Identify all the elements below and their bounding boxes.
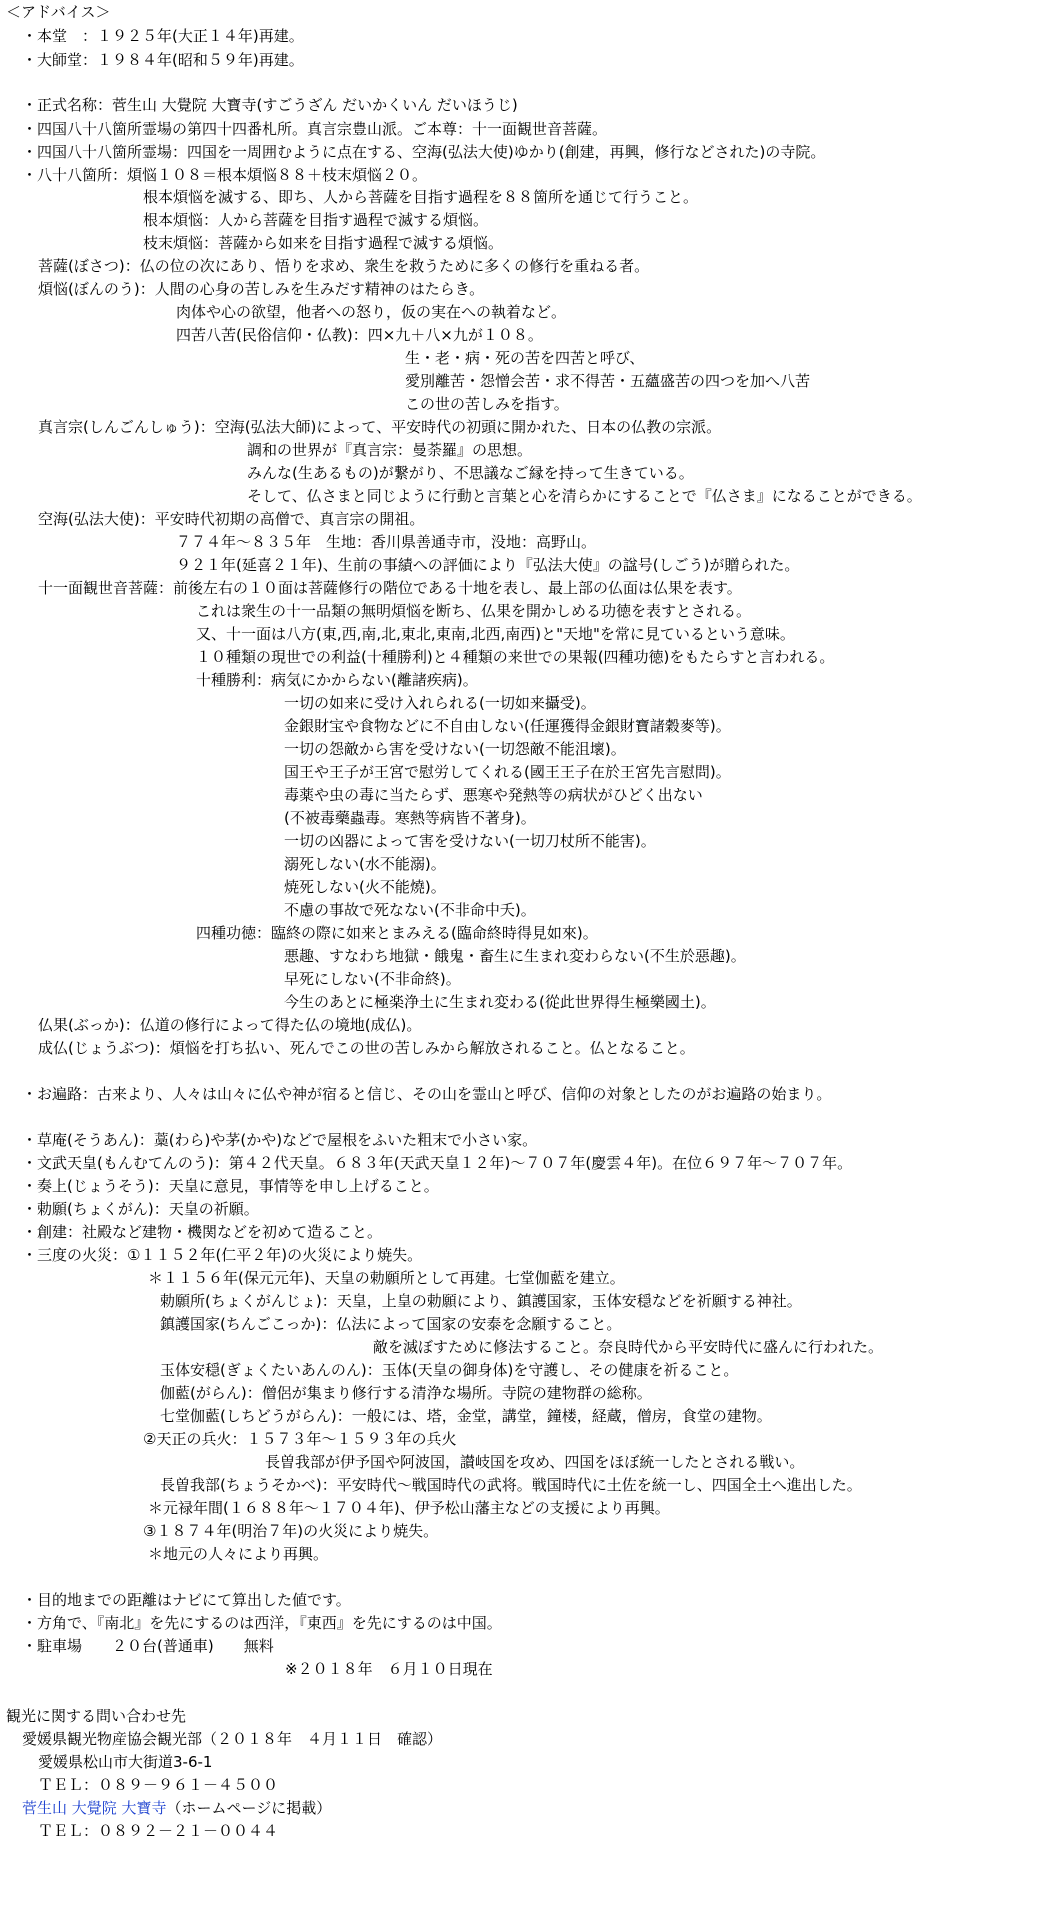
advice-line: 敵を滅ぼすために修法すること。奈良時代から平安時代に盛んに行われた。: [373, 1338, 884, 1356]
advice-line: ②天正の兵火：１５７３年～１５９３年の兵火: [143, 1430, 457, 1448]
advice-line: 長曽我部(ちょうそかべ)：平安時代～戦国時代の武将。戦国時代に土佐を統一し、四国全土へ進出した。: [160, 1476, 862, 1494]
contact-tel-tourism: ＴＥＬ：０８９－９６１－４５００: [38, 1776, 279, 1794]
advice-line: 肉体や心の欲望，他者への怒り，仮の実在への執着など。: [176, 303, 567, 321]
advice-line: ・目的地までの距離はナビにて算出した値です。: [22, 1591, 351, 1609]
advice-line: ・草庵(そうあん)：藁(わら)や茅(かや)などで屋根をふいた粗末で小さい家。: [22, 1131, 538, 1149]
advice-line: ・文武天皇(もんむてんのう)：第４２代天皇。６８３年(天武天皇１２年)～７０７年(慶雲４年)。在位６９７年～７０７年。: [22, 1154, 853, 1172]
advice-line: この世の苦しみを指す。: [405, 395, 569, 413]
advice-line: ・駐車場 ２０台(普通車) 無料: [22, 1637, 274, 1655]
advice-line: 七堂伽藍(しちどうがらん)：一般には、塔，金堂，講堂，鐘楼，経蔵，僧房，食堂の建物。: [160, 1407, 772, 1425]
advice-line: 一切の如来に受け入れられる(一切如来攝受)。: [284, 694, 596, 712]
advice-line: 愛別離苦・怨憎会苦・求不得苦・五蘊盛苦の四つを加へ八苦: [405, 372, 811, 390]
advice-line: １０種類の現世での利益(十種勝利)と４種類の来世での果報(四種功徳)をもたらすと言われる。: [196, 648, 835, 666]
advice-line: ＊元禄年間(１６８８年～１７０４年)、伊予松山藩主などの支援により再興。: [148, 1499, 670, 1517]
advice-line: 不慮の事故で死なない(不非命中夭)。: [284, 901, 536, 919]
advice-line: ・四国八十八箇所霊場の第四十四番札所。真言宗豊山派。ご本尊：十一面観世音菩薩。: [22, 120, 608, 138]
temple-homepage-link[interactable]: 菅生山 大覺院 大寶寺: [22, 1799, 167, 1817]
advice-line: 十種勝利：病気にかからない(離諸疾病)。: [196, 671, 478, 689]
advice-line: ・八十八箇所：煩悩１０８＝根本煩悩８８＋枝末煩悩２０。: [22, 166, 428, 184]
advice-line: 十一面観世音菩薩：前後左右の１０面は菩薩修行の階位である十地を表し、最上部の仏面は仏果を表す。: [38, 579, 742, 597]
advice-line: 長曽我部が伊予国や阿波国，讃岐国を攻め、四国をほぼ統一したとされる戦い。: [265, 1453, 805, 1471]
advice-line: 四種功徳：臨終の際に如来とまみえる(臨命終時得見如來)。: [196, 924, 598, 942]
advice-line: これは衆生の十一品類の無明煩悩を断ち、仏果を開かしめる功徳を表すとされる。: [196, 602, 752, 620]
advice-line: ・三度の火災：①１１５２年(仁平２年)の火災により焼失。: [22, 1246, 423, 1264]
advice-line: 空海(弘法大使)：平安時代初期の高僧で、真言宗の開祖。: [38, 510, 425, 528]
advice-line: 焼死しない(火不能燒)。: [284, 878, 446, 896]
advice-line: ９２１年(延喜２１年)、生前の事績への評価により『弘法大使』の諡号(しごう)が贈られた。: [176, 556, 800, 574]
advice-line: ・四国八十八箇所霊場：四国を一周囲むように点在する、空海(弘法大使)ゆかり(創建，再興，修行などされた)の寺院。: [22, 143, 826, 161]
contact-tel-temple: ＴＥＬ：０８９２－２１－００４４: [38, 1822, 279, 1840]
advice-line: 毒薬や虫の毒に当たらず、悪寒や発熱等の病状がひどく出ない: [284, 786, 703, 804]
advice-line: 金銀財宝や食物などに不自由しない(任運獲得金銀財寶諸穀麥等)。: [284, 717, 731, 735]
advice-line: 枝末煩悩：菩薩から如来を目指す過程で滅する煩悩。: [143, 234, 504, 252]
advice-line: 玉体安穏(ぎょくたいあんのん)：玉体(天皇の御身体)を守護し、その健康を祈ること。: [160, 1361, 739, 1379]
advice-line: 仏果(ぶっか)：仏道の修行によって得た仏の境地(成仏)。: [38, 1016, 422, 1034]
advice-line: (不被毒藥蟲毒。寒熱等病皆不著身)。: [284, 809, 536, 827]
advice-line: ・創建：社殿など建物・機関などを初めて造ること。: [22, 1223, 383, 1241]
advice-line: 成仏(じょうぶつ)：煩悩を打ち払い、死んでこの世の苦しみから解放されること。仏となること。: [38, 1039, 695, 1057]
advice-line: 一切の凶器によって害を受けない(一切刀杖所不能害)。: [284, 832, 656, 850]
advice-line: 国王や王子が王宮で慰労してくれる(國王王子在於王宮先言慰問)。: [284, 763, 731, 781]
advice-line: ＊地元の人々により再興。: [148, 1545, 329, 1563]
advice-line: 鎮護国家(ちんごこっか)：仏法によって国家の安泰を念願すること。: [160, 1315, 622, 1333]
advice-line: 煩悩(ぼんのう)：人間の心身の苦しみを生みだす精神のはたらき。: [38, 280, 485, 298]
advice-line: ③１８７４年(明治７年)の火災により焼失。: [143, 1522, 439, 1540]
temple-homepage-note: （ホームページに掲載）: [166, 1799, 332, 1817]
temple-homepage-row: [22, 1798, 331, 1818]
advice-line: ・お遍路：古来より、人々は山々に仏や神が宿ると信じ、その山を霊山と呼び、信仰の対象としたのがお遍路の始まり。: [22, 1085, 832, 1103]
advice-line: 調和の世界が『真言宗：曼荼羅』の思想。: [247, 441, 533, 459]
advice-line: ・方角で、『南北』を先にするのは西洋，『東西』を先にするのは中国。: [22, 1614, 502, 1632]
advice-line: ＊１１５６年(保元元年)、天皇の勅願所として再建。七堂伽藍を建立。: [148, 1269, 625, 1287]
advice-line: 一切の怨敵から害を受けない(一切怨敵不能沮壞)。: [284, 740, 626, 758]
advice-line: 菩薩(ぼさつ)：仏の位の次にあり、悟りを求め、衆生を救うために多くの修行を重ねる者。: [38, 257, 650, 275]
advice-line: そして、仏さまと同じように行動と言葉と心を清らかにすることで『仏さま』になることができる。: [247, 487, 922, 505]
advice-line: ・大師堂：１９８４年(昭和５９年)再建。: [22, 51, 304, 69]
advice-line: 勅願所(ちょくがんじょ)：天皇，上皇の勅願により、鎮護国家，玉体安穏などを祈願する神社。: [160, 1292, 802, 1310]
advice-line: 四苦八苦(民俗信仰・仏教)：四×九＋八×九が１０８。: [176, 326, 543, 344]
advice-line: 伽藍(がらん)：僧侶が集まり修行する清浄な場所。寺院の建物群の総称。: [160, 1384, 652, 1402]
advice-line: ・正式名称：菅生山 大覺院 大寶寺(すごうざん だいかくいん だいほうじ): [22, 96, 518, 114]
advice-line: 悪趣、すなわち地獄・餓鬼・畜生に生まれ変わらない(不生於惡趣)。: [284, 947, 746, 965]
contact-heading: 観光に関する問い合わせ先: [6, 1707, 187, 1725]
advice-line: ７７４年～８３５年 生地：香川県善通寺市，没地：高野山。: [176, 533, 597, 551]
advice-line: 生・老・病・死の苦を四苦と呼び、: [405, 349, 645, 367]
advice-line: 早死にしない(不非命終)。: [284, 970, 461, 988]
advice-line: 又、十一面は八方(東,西,南,北,東北,東南,北西,南西)と"天地"を常に見ているという意味。: [196, 625, 795, 643]
contact-address: 愛媛県松山市大街道3-6-1: [38, 1753, 213, 1771]
advice-line: ・奏上(じょうそう)：天皇に意見，事情等を申し上げること。: [22, 1177, 439, 1195]
advice-line: ・本堂 ：１９２５年(大正１４年)再建。: [22, 27, 304, 45]
advice-line: みんな(生あるもの)が繋がり、不思議なご縁を持って生きている。: [247, 464, 694, 482]
advice-line: 真言宗(しんごんしゅう)：空海(弘法大師)によって、平安時代の初頭に開かれた、日本の仏教の宗派。: [38, 418, 722, 436]
advice-line: ＜アドバイス＞: [6, 3, 111, 21]
advice-line: 溺死しない(水不能溺)。: [284, 855, 446, 873]
contact-organization: 愛媛県観光物産協会観光部（２０１８年 ４月１１日 確認）: [22, 1730, 443, 1748]
advice-line: 根本煩悩を滅する、即ち、人から菩薩を目指す過程を８８箇所を通じて行うこと。: [143, 188, 699, 206]
advice-line: ・勅願(ちょくがん)：天皇の祈願。: [22, 1200, 259, 1218]
advice-line: ※２０１８年 ６月１０日現在: [285, 1660, 493, 1678]
advice-line: 根本煩悩：人から菩薩を目指す過程で滅する煩悩。: [143, 211, 489, 229]
advice-line: 今生のあとに極楽浄土に生まれ変わる(從此世界得生極樂國土)。: [284, 993, 716, 1011]
